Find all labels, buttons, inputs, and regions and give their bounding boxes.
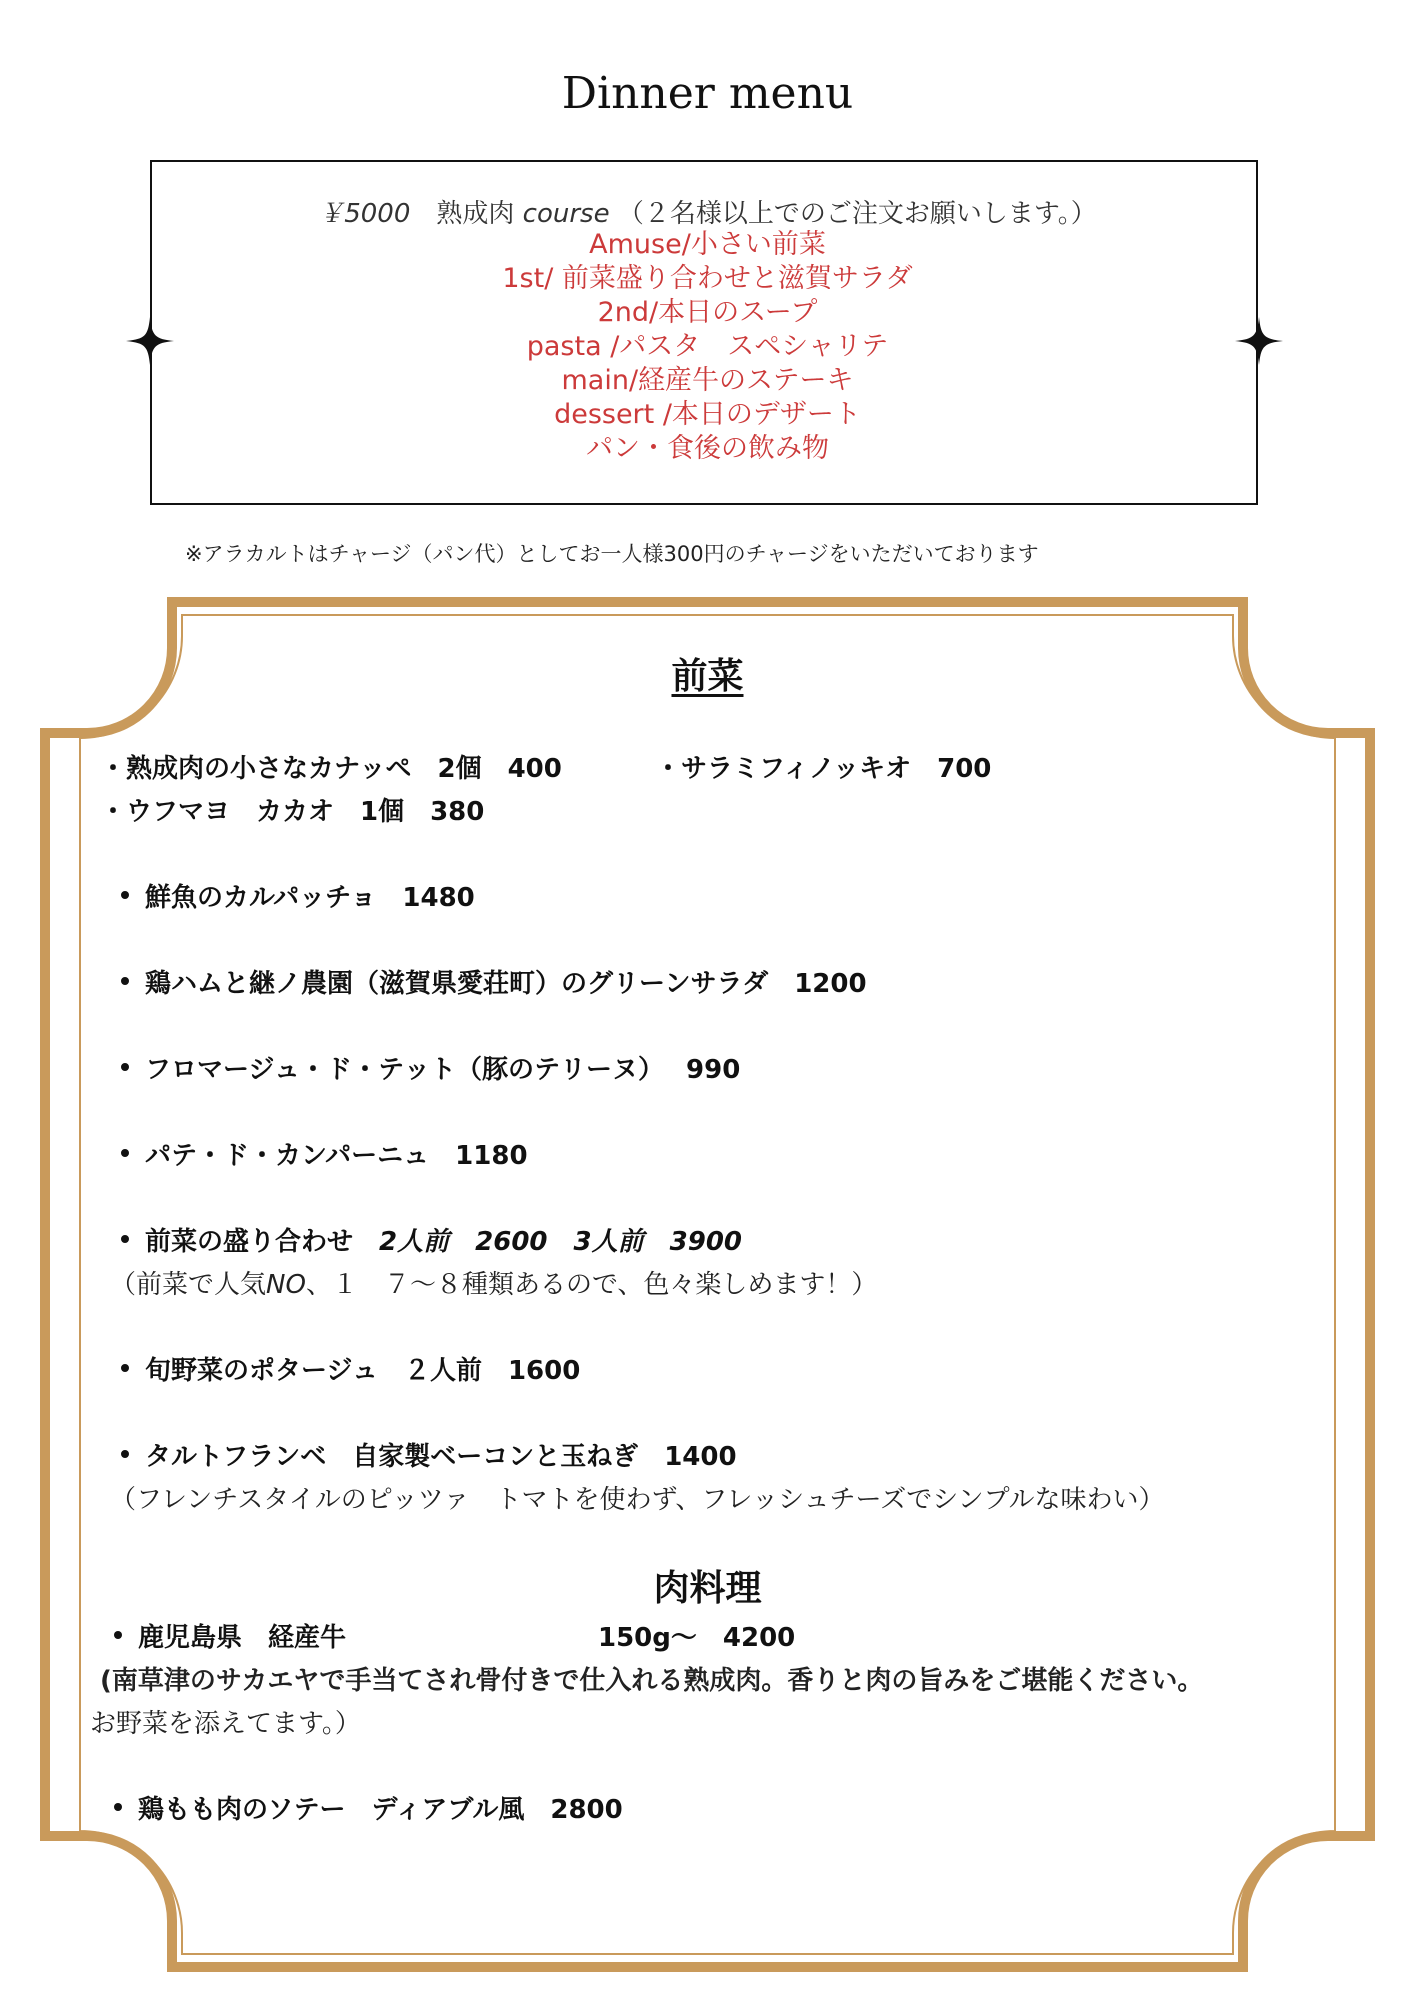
starter-potage: 旬野菜のポタージュ ２人前 1600 — [145, 1350, 580, 1387]
course-item: main/経産牛のステーキ — [561, 365, 854, 396]
starter-oeuf-mayo: ・ウフマヨ カカオ 1個 380 — [100, 797, 485, 827]
starter-green-salad: 鶏ハムと継ノ農園（滋賀県愛荘町）のグリーンサラダ 1200 — [145, 963, 867, 1000]
course-item: pasta /パスタ スペシャリテ — [526, 331, 889, 362]
platter-price-1: 2600 — [475, 1227, 548, 1257]
platter-price-2: 3900 — [669, 1227, 743, 1257]
starter-pate: パテ・ド・カンパーニュ 1180 — [145, 1135, 528, 1172]
starter-canape: ・熟成肉の小さなカナッペ 2個 400 — [100, 754, 562, 784]
course-items — [0, 228, 1415, 466]
platter-name: 前菜の盛り合わせ — [145, 1227, 354, 1257]
meat-beef-price: 150g～ 4200 — [598, 1623, 796, 1653]
course-item: Amuse/小さい前菜 — [589, 229, 826, 260]
starter-fromage-de-tete: フロマージュ・ド・テット（豚のテリーヌ） 990 — [145, 1049, 740, 1086]
tarte-note: （フレンチスタイルのピッツァ トマトを使わず、フレッシュチーズでシンプルな味わい） — [110, 1485, 1165, 1515]
meat-chicken: 鶏もも肉のソテー ディアブル風 2800 — [138, 1789, 623, 1826]
platter-size-2: 3人前 — [573, 1227, 644, 1257]
course-item: パン・食後の飲み物 — [586, 433, 829, 464]
starter-platter — [145, 1221, 742, 1258]
starter-carpaccio: 鮮魚のカルパッチョ 1480 — [145, 877, 475, 914]
starters-heading: 前菜 — [671, 656, 744, 697]
meat-beef-name: 鹿児島県 経産牛 — [138, 1617, 346, 1654]
starter-salami: ・サラミフィノッキオ 700 — [655, 754, 992, 784]
starter-tarte-flambee: タルトフランベ 自家製ベーコンと玉ねぎ 1400 — [145, 1436, 737, 1473]
course-name: 熟成肉 — [436, 199, 515, 229]
course-header — [0, 193, 1415, 230]
course-condition: （２名様以上でのご注文お願いします。） — [617, 199, 1097, 229]
beef-note-line-2: お野菜を添えてます。） — [90, 1709, 361, 1739]
course-item: 1st/ 前菜盛り合わせと滋賀サラダ — [502, 263, 913, 294]
course-item: 2nd/本日のスープ — [597, 297, 818, 328]
beef-note-line-1: (南草津のサカエヤで手当てされ骨付きで仕入れる熟成肉。香りと肉の旨みをご堪能ください。 — [100, 1666, 1204, 1696]
platter-note-a: （前菜で人気 — [110, 1270, 267, 1300]
menu-title: Dinner menu — [561, 68, 854, 119]
course-word: course — [522, 199, 610, 229]
platter-note-b: 、１ ７～８種類あるので、色々楽しめます！） — [305, 1270, 878, 1300]
platter-note — [110, 1264, 877, 1301]
meat-heading: 肉料理 — [653, 1568, 762, 1609]
platter-note-no: NO — [266, 1270, 306, 1300]
course-item: dessert /本日のデザート — [554, 399, 861, 430]
platter-size-1: 2人前 — [379, 1227, 450, 1257]
course-price: ￥5000 — [318, 199, 411, 229]
charge-note: ※アラカルトはチャージ（パン代）としてお一人様300円のチャージをいただいております — [185, 542, 1039, 566]
